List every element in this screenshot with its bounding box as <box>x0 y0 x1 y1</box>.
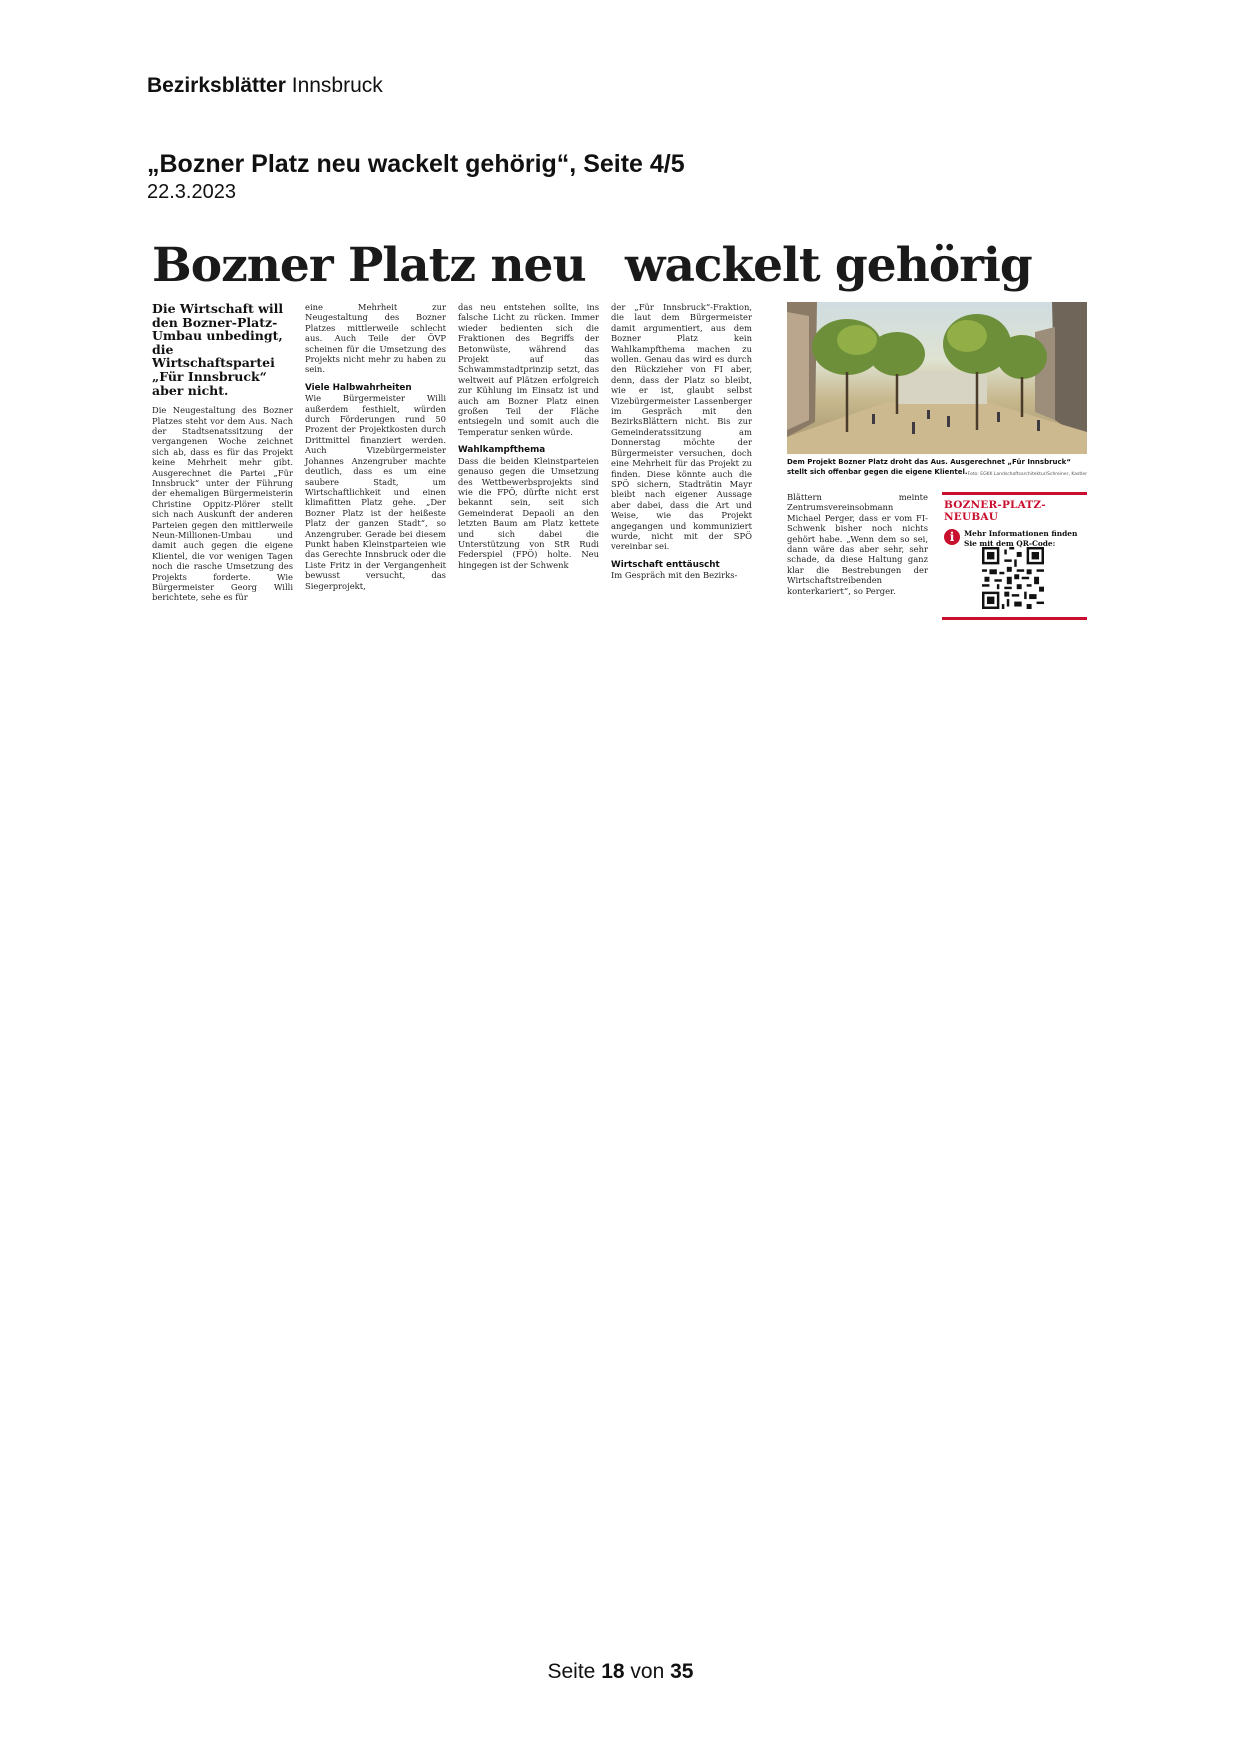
article-column-5 <box>787 492 928 596</box>
photo-credit: Foto: EGKK Landschaftsarchitektur/Schreiner, Kastler <box>967 471 1087 477</box>
photo-caption <box>787 458 1087 479</box>
header-edition: Innsbruck <box>291 74 383 97</box>
footer-total-pages: 35 <box>670 1660 694 1683</box>
caption-text: Dem Projekt Bozner Platz droht das Aus. Ausgerechnet „Für Innsbruck“ stellt sich offenbar gegen die eigene Klientel. <box>787 458 1071 476</box>
document-header <box>147 74 383 98</box>
article-column-3 <box>458 302 599 570</box>
document-title: „Bozner Platz neu wackelt gehörig“, Seite 4/5 <box>147 150 685 178</box>
footer-page-number: 18 <box>601 1660 625 1683</box>
footer-prefix: Seite <box>547 1660 596 1683</box>
column-2-text-2: Wie Bürgermeister Willi außerdem festhielt, würden durch Förderungen rund 50 Prozent der Projektkosten durch Drittmittel finanziert werden. Auch Vizebürgermeister Johannes Anzengruber machte deutlich, dass es um eine saubere Stadt, um Wirtschaftlichkeit und einen klimafitten Platz gehe. „Der Bozner Platz ist der heißeste Platz der ganzen Stadt“, so Anzengruber. Gerade bei diesem Punkt haben Kleinstparteien wie das Gerechte Innsbruck oder die Liste Fritz in der Vergangenheit bewusst versucht, das Siegerprojekt, <box>305 393 446 591</box>
column-3-text-2: Dass die beiden Kleinstparteien genauso gegen die Umsetzung des Wettbewerbsprojekts sind wie die FPÖ, dürfte nicht erst bekannt sein, seit sich Gemeinderat Depaoli an den letzten Baum am Platz kettete und sich dabei die Unterstützung von StR Rudi Federspiel (FPÖ) holte. Neu hingegen ist der Schwenk <box>458 455 599 570</box>
article-photo <box>787 302 1087 454</box>
page-footer <box>0 1660 1241 1684</box>
column-4-text-1: der „Für Innsbruck“-Fraktion, die laut dem Bürgermeister damit argumentiert, aus dem Bozner Platz kein Wahlkampfthema machen zu wollen. Genau das wird es durch den Rückzieher von FI aber, denn, dass der Platz so bleibt, wie er ist, glaubt selbst Vizebürgermeister Lassenberger im Gespräch mit den BezirksBlättern nicht. Bis zur Gemeinderatssitzung am Donnerstag möchte der Bürgermeister versuchen, doch eine Mehrheit für das Projekt zu finden. Diese könnte auch die SPÖ sichern, Stadträtin Mayr bleibt nach eigener Aussage aber dabei, dass die Art und Weise, wie das Projekt angegangen und kommuniziert wurde, nicht mit der SPÖ vereinbar sei. <box>611 302 752 552</box>
subheading-wirtschaft: Wirtschaft enttäuscht <box>611 559 720 570</box>
info-icon: i <box>944 529 960 545</box>
column-4-text-2: Im Gespräch mit den Bezirks- <box>611 570 738 581</box>
subheading-halbwahrheiten: Viele Halbwahrheiten <box>305 382 412 393</box>
column-1-text: Die Neugestaltung des Bozner Platzes steht vor dem Aus. Nach der Stadtsenatssitzung der vergangenen Woche zeichnet sich ab, dass es für das Projekt keine Mehrheit mehr gibt. Ausgerechnet die Partei „Für Innsbruck“ unter der Führung der ehemaligen Bürgermeisterin Christine Oppitz-Plörer stellt sich nach Auskunft der anderen Parteien gegen den mittlerweile Neun-Millionen-Umbau und damit auch gegen die eigene Klientel, die vor wenigen Tagen noch die rasche Umsetzung des Projekts forderte. Wie Bürgermeister Georg Willi berichtete, sehe es für <box>152 405 293 603</box>
article-column-4 <box>611 302 752 581</box>
subheading-wahlkampfthema: Wahlkampfthema <box>458 445 546 456</box>
header-brand: Bezirksblätter <box>147 74 286 97</box>
article-lead: Die Wirtschaft will den Bozner-Platz-Umbau unbedingt, die Wirtschaftspartei „Für Innsbruck“ aber nicht. <box>152 301 284 398</box>
info-box-text: Mehr Informationen finden Sie mit dem QR-Code: <box>964 529 1078 548</box>
plaza-rendering <box>787 302 1087 454</box>
info-box-row <box>944 529 1087 548</box>
column-3-text-1: das neu entstehen sollte, ins falsche Licht zu rücken. Immer wieder bedienten sich die Fraktionen des Begriffs der Betonwüste, während das Projekt auf das Schwammstadtprinzip setzt, das weltweit auf Plätzen erfolgreich zur Kühlung im Einsatz ist und auch am Bozner Platz einen großen Teil der Fläche entsiegeln und somit auch die Temperatur senken würde. <box>458 302 599 437</box>
document-date: 22.3.2023 <box>147 181 236 203</box>
qr-code[interactable] <box>982 547 1044 609</box>
footer-middle: von <box>630 1660 665 1683</box>
column-2-text-1: eine Mehrheit zur Neugestaltung des Bozner Platzes mittlerweile schlecht aus. Auch Teile der ÖVP scheinen für die Umsetzung des Projekts nicht mehr zu haben zu sein. <box>305 302 446 375</box>
info-box <box>942 492 1087 620</box>
headline-part-1: Bozner Platz neu <box>152 238 586 293</box>
info-box-title: BOZNER-PLATZ-NEUBAU <box>944 499 1046 523</box>
newspaper-clipping <box>150 240 1087 632</box>
article-column-2 <box>305 302 446 591</box>
column-5-text: Blättern meinte Zentrumsvereinsobmann Michael Perger, dass er vom FI-Schwenk bisher noch nichts gehört habe. „Wenn dem so sei, dann wäre das aber sehr, sehr schade, da diese Haltung ganz klar die Bestrebungen der Wirtschaftstreibenden konterkariert“, so Perger. <box>787 492 928 596</box>
article-column-1 <box>152 302 293 603</box>
headline-part-2: wackelt gehörig <box>625 238 1032 293</box>
